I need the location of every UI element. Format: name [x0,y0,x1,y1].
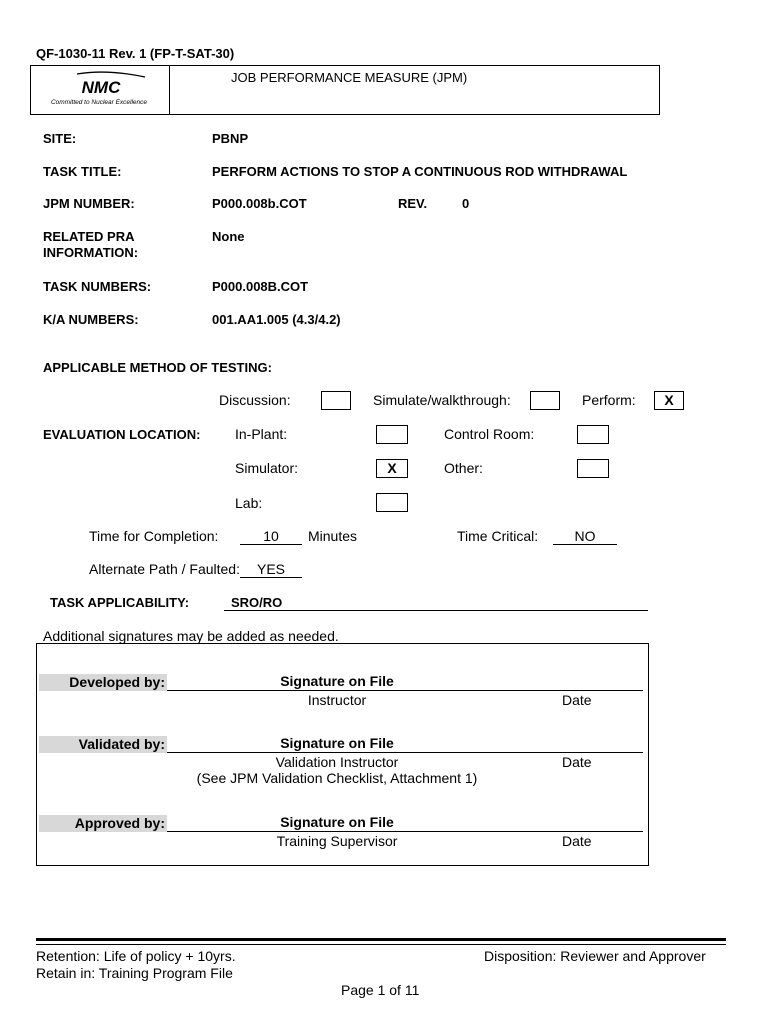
validated-date-label: Date [562,754,592,770]
document-header [30,65,660,115]
jpm-number-value: P000.008b.COT [212,196,307,211]
site-value: PBNP [212,131,249,146]
task-applicability-value: SRO/RO [231,595,283,610]
simulator-checkbox[interactable]: X [376,459,408,478]
completion-value: 10 [263,528,279,544]
jpm-number-label: JPM NUMBER: [43,196,135,211]
pra-label-line2: INFORMATION: [43,245,139,260]
developed-signature: Signature on File [280,673,394,689]
simulate-label: Simulate/walkthrough: [373,392,511,408]
site-label: SITE: [43,131,77,146]
alt-path-label: Alternate Path / Faulted: [89,561,240,577]
testing-heading: APPLICABLE METHOD OF TESTING: [43,360,272,375]
footer-rule-thick [36,938,726,941]
ka-numbers-label: K/A NUMBERS: [43,312,139,327]
other-label: Other: [444,460,483,476]
task-applicability-underline [224,610,648,611]
discussion-label: Discussion: [219,392,291,408]
other-checkbox[interactable] [577,459,609,478]
approved-date-label: Date [562,833,592,849]
completion-label: Time for Completion: [89,528,219,544]
validated-signature: Signature on File [280,735,394,751]
approved-signature: Signature on File [280,814,394,830]
retain-in-text: Retain in: Training Program File [36,965,233,981]
completion-underline [240,544,302,545]
retention-text: Retention: Life of policy + 10yrs. [36,948,236,964]
developed-role: Instructor [307,692,367,708]
validated-signature-line[interactable] [167,752,643,753]
additional-signatures-note: Additional signatures may be added as needed. [43,628,339,644]
nmc-logo-icon [37,71,161,107]
logo-wordmark: NMC [81,78,121,97]
task-applicability-label: TASK APPLICABILITY: [50,595,190,610]
developed-by-label: Developed by: [39,674,167,691]
footer-rule-thin [36,944,726,945]
rev-value: 0 [462,196,470,211]
task-title-value: PERFORM ACTIONS TO STOP A CONTINUOUS ROD WITHDRAWAL [212,164,628,179]
inplant-checkbox[interactable] [376,425,408,444]
lab-label: Lab: [235,495,263,511]
ka-numbers-value: 001.AA1.005 (4.3/4.2) [212,312,341,327]
validated-role: Validation Instructor [275,754,399,770]
document-title: JOB PERFORMANCE MEASURE (JPM) [231,70,468,85]
pra-value: None [212,229,245,244]
logo-cell [31,66,170,114]
validated-by-label: Validated by: [39,736,167,753]
signature-block [36,643,649,866]
rev-label: REV. [398,196,428,211]
approved-role: Training Supervisor [276,833,398,849]
evaluation-location-heading: EVALUATION LOCATION: [43,427,201,442]
form-id: QF-1030-11 Rev. 1 (FP-T-SAT-30) [36,46,235,61]
approved-signature-line[interactable] [167,831,643,832]
logo-tagline: Committed to Nuclear Excellence [50,99,148,106]
simulator-label: Simulator: [235,460,299,476]
perform-checkbox[interactable]: X [654,391,684,410]
time-critical-underline [553,544,617,545]
lab-checkbox[interactable] [376,493,408,512]
approved-by-label: Approved by: [39,815,167,832]
time-critical-value: NO [574,528,596,544]
task-numbers-value: P000.008B.COT [212,279,309,294]
task-title-label: TASK TITLE: [43,164,122,179]
time-critical-label: Time Critical: [457,528,539,544]
task-numbers-label: TASK NUMBERS: [43,279,152,294]
alt-path-value: YES [256,561,285,577]
alt-path-underline [240,577,302,578]
page-number: Page 1 of 11 [341,982,420,998]
perform-label: Perform: [582,392,636,408]
discussion-checkbox[interactable] [321,391,351,410]
simulate-checkbox[interactable] [530,391,560,410]
developed-date-label: Date [562,692,592,708]
control-room-label: Control Room: [444,426,535,442]
disposition-text: Disposition: Reviewer and Approver [484,948,706,964]
control-room-checkbox[interactable] [577,425,609,444]
inplant-label: In-Plant: [235,426,288,442]
developed-signature-line[interactable] [167,690,643,691]
completion-unit: Minutes [308,528,358,544]
pra-label-line1: RELATED PRA [43,229,135,244]
validated-note: (See JPM Validation Checklist, Attachment 1) [196,770,478,786]
